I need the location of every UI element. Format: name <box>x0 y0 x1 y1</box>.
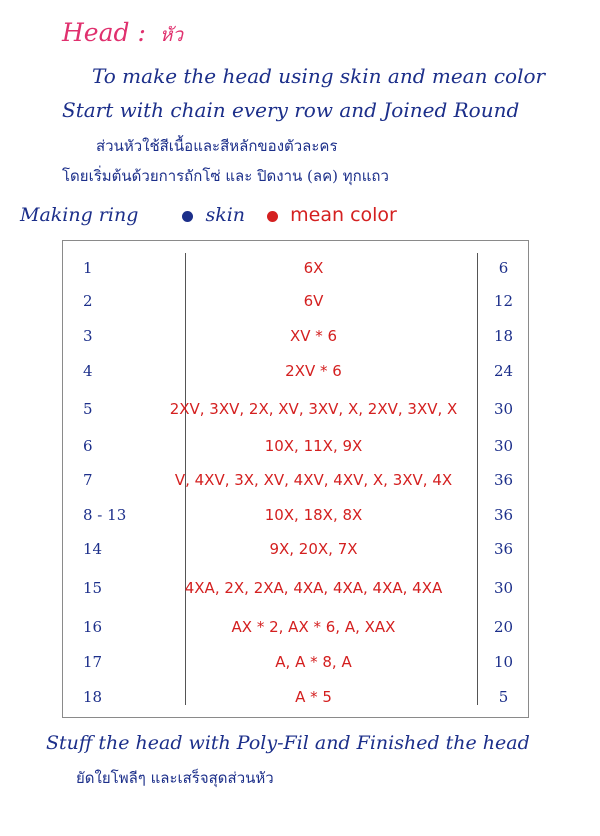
table-row <box>63 612 528 642</box>
table-row <box>63 286 528 316</box>
row-stitch-count: 6 <box>498 259 509 277</box>
row-number: 15 <box>83 579 103 597</box>
row-instruction: 10X, 11X, 9X <box>264 437 363 455</box>
mean-color-swatch <box>267 211 278 222</box>
row-instruction: A * 5 <box>295 688 332 706</box>
legend <box>20 204 397 226</box>
row-number: 16 <box>83 618 103 636</box>
row-stitch-count: 30 <box>493 437 514 455</box>
row-number: 1 <box>83 259 93 277</box>
row-stitch-count: 12 <box>493 292 514 310</box>
intro-en-line-1: To make the head using skin and mean color <box>92 64 546 88</box>
row-stitch-count: 24 <box>493 362 514 380</box>
row-number: 3 <box>83 327 93 345</box>
skin-swatch <box>182 211 193 222</box>
page-title <box>62 18 183 50</box>
table-row <box>63 573 528 603</box>
title-th: หัว <box>159 24 184 46</box>
row-instruction: 9X, 20X, 7X <box>269 540 358 558</box>
table-row <box>63 500 528 530</box>
row-number: 5 <box>83 400 93 418</box>
row-number: 7 <box>83 471 93 489</box>
row-instruction: 4XA, 2X, 2XA, 4XA, 4XA, 4XA, 4XA <box>184 579 443 597</box>
intro-th-line-2: โดยเริ่มต้นด้วยการถักโซ่ และ ปิดงาน (ลค) ทุกแถว <box>62 167 389 185</box>
title-en: Head : <box>62 18 146 47</box>
row-instruction: 2XV, 3XV, 2X, XV, 3XV, X, 2XV, 3XV, X <box>169 400 458 418</box>
footer-en: Stuff the head with Poly-Fil and Finished the head <box>46 732 530 754</box>
row-number: 6 <box>83 437 93 455</box>
row-instruction: 2XV * 6 <box>285 362 342 380</box>
row-instruction: 6V <box>303 292 324 310</box>
row-instruction: V, 4XV, 3X, XV, 4XV, 4XV, X, 3XV, 4X <box>174 471 453 489</box>
table-row <box>63 321 528 351</box>
row-stitch-count: 36 <box>493 471 514 489</box>
row-number: 18 <box>83 688 103 706</box>
pattern-table <box>62 240 529 718</box>
legend-label: Making ring <box>20 204 139 226</box>
footer-th: ยัดใยโพลีๆ และเสร็จสุดส่วนหัว <box>76 769 274 787</box>
intro-th-line-1: ส่วนหัวใช้สีเนื้อและสีหลักของตัวละคร <box>96 137 338 155</box>
row-stitch-count: 30 <box>493 400 514 418</box>
table-row <box>63 647 528 677</box>
table-row <box>63 682 528 712</box>
row-number: 4 <box>83 362 93 380</box>
row-stitch-count: 20 <box>493 618 514 636</box>
row-instruction: XV * 6 <box>289 327 338 345</box>
row-stitch-count: 18 <box>493 327 514 345</box>
table-row <box>63 356 528 386</box>
intro-en-line-2: Start with chain every row and Joined Round <box>62 98 520 122</box>
table-row <box>63 431 528 461</box>
table-row <box>63 534 528 564</box>
legend-skin: skin <box>205 204 246 226</box>
row-stitch-count: 10 <box>493 653 514 671</box>
legend-mean: mean color <box>290 204 397 226</box>
row-stitch-count: 30 <box>493 579 514 597</box>
row-instruction: 6X <box>303 259 324 277</box>
row-instruction: 10X, 18X, 8X <box>264 506 363 524</box>
table-row <box>63 465 528 495</box>
row-stitch-count: 36 <box>493 506 514 524</box>
table-row <box>63 253 528 283</box>
row-number: 14 <box>83 540 103 558</box>
table-row <box>63 394 528 424</box>
row-instruction: A, A * 8, A <box>275 653 352 671</box>
row-number: 2 <box>83 292 93 310</box>
row-stitch-count: 36 <box>493 540 514 558</box>
row-number: 17 <box>83 653 103 671</box>
row-stitch-count: 5 <box>498 688 509 706</box>
row-instruction: AX * 2, AX * 6, A, XAX <box>231 618 396 636</box>
row-number: 8 - 13 <box>83 506 127 524</box>
